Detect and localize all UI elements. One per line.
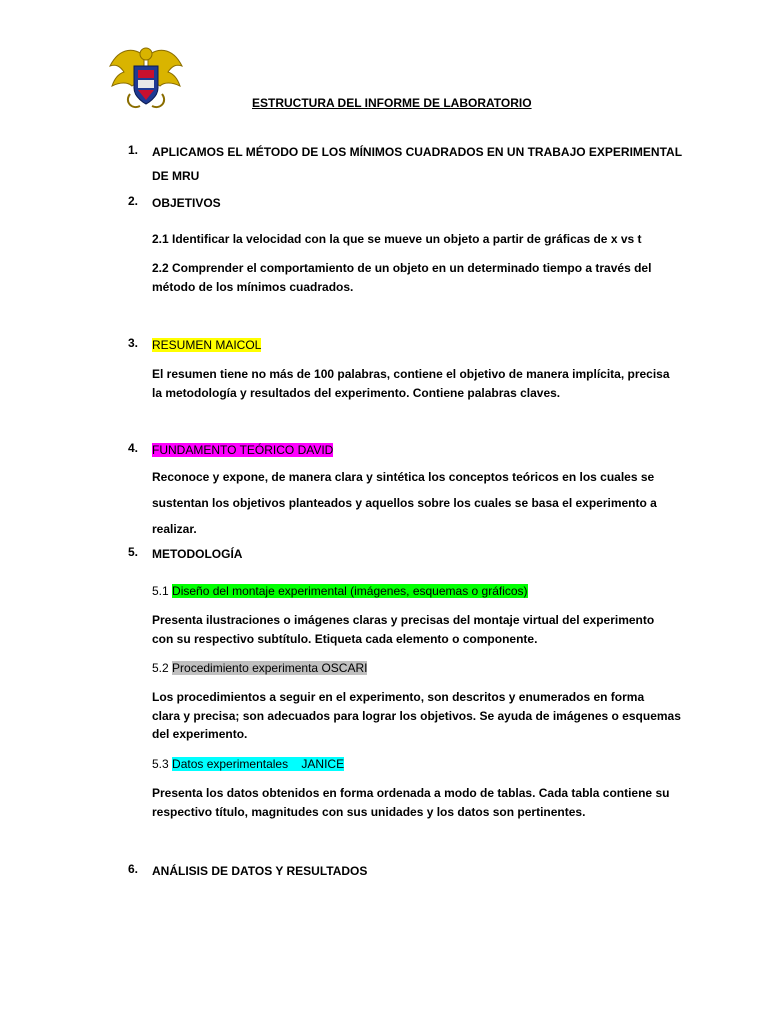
subsection-5-2: [152, 659, 367, 677]
section-number: 3.: [128, 336, 139, 350]
highlighted-subheading: Procedimiento experimenta OSCARI: [172, 661, 368, 675]
section-number: 4.: [128, 441, 139, 455]
subsection-5-1-text-cont: con su respectivo subtítulo. Etiqueta cada elemento o componente.: [152, 632, 538, 646]
highlighted-heading: FUNDAMENTO TEÓRICO DAVID: [152, 443, 334, 457]
subsection-5-2-text-cont: clara y precisa; son adecuados para lograr los objetivos. Se ayuda de imágenes o esquemas: [152, 709, 681, 723]
subsection-5-3-text: Presenta los datos obtenidos en forma ordenada a modo de tablas. Cada tabla contiene su: [152, 786, 670, 800]
section-number: 6.: [128, 862, 139, 876]
section-3-text: El resumen tiene no más de 100 palabras, contiene el objetivo de manera implícita, precisa: [152, 367, 670, 381]
section-2-heading: OBJETIVOS: [152, 196, 221, 210]
subsection-5-2-text: Los procedimientos a seguir en el experimento, son descritos y enumerados en forma: [152, 690, 645, 704]
objective-2-cont: método de los mínimos cuadrados.: [152, 280, 354, 294]
subsection-5-3-text-cont: respectivo título, magnitudes con sus unidades y los datos son pertinentes.: [152, 805, 586, 819]
subsection-5-3: [152, 755, 344, 773]
section-4-heading: [152, 441, 333, 459]
eagle-crest-icon: [106, 44, 186, 112]
page-title: ESTRUCTURA DEL INFORME DE LABORATORIO: [252, 96, 532, 110]
highlighted-subheading: Datos experimentales JANICE: [172, 757, 345, 771]
section-4-text-end: realizar.: [152, 522, 197, 536]
section-3-heading: [152, 336, 261, 354]
highlighted-heading: RESUMEN MAICOL: [152, 338, 262, 352]
section-3-text-cont: la metodología y resultados del experimento. Contiene palabras claves.: [152, 386, 561, 400]
section-5-heading: METODOLOGÍA: [152, 547, 243, 561]
objective-2: 2.2 Comprender el comportamiento de un objeto en un determinado tiempo a través del: [152, 261, 652, 275]
highlighted-subheading: Diseño del montaje experimental (imágenes, esquemas o gráficos): [172, 584, 528, 598]
section-6-heading: ANÁLISIS DE DATOS Y RESULTADOS: [152, 864, 368, 878]
subsection-prefix: 5.2: [152, 661, 169, 675]
section-number: 1.: [128, 143, 139, 157]
objective-1: 2.1 Identificar la velocidad con la que se mueve un objeto a partir de gráficas de x vs t: [152, 232, 642, 246]
subsection-prefix: 5.3: [152, 757, 169, 771]
subsection-5-2-text-end: del experimento.: [152, 727, 248, 741]
section-number: 2.: [128, 194, 139, 208]
section-4-text-cont: sustentan los objetivos planteados y aquellos sobre los cuales se basa el experimento a: [152, 496, 657, 510]
section-4-text: Reconoce y expone, de manera clara y sintética los conceptos teóricos en los cuales se: [152, 470, 655, 484]
section-1-heading-cont: DE MRU: [152, 169, 200, 183]
subsection-prefix: 5.1: [152, 584, 169, 598]
subsection-5-1-text: Presenta ilustraciones o imágenes claras y precisas del montaje virtual del experimento: [152, 613, 655, 627]
university-logo: [106, 44, 186, 112]
section-1-heading: APLICAMOS EL MÉTODO DE LOS MÍNIMOS CUADRADOS EN UN TRABAJO EXPERIMENTAL: [152, 145, 683, 159]
section-number: 5.: [128, 545, 139, 559]
subsection-5-1: [152, 582, 528, 600]
